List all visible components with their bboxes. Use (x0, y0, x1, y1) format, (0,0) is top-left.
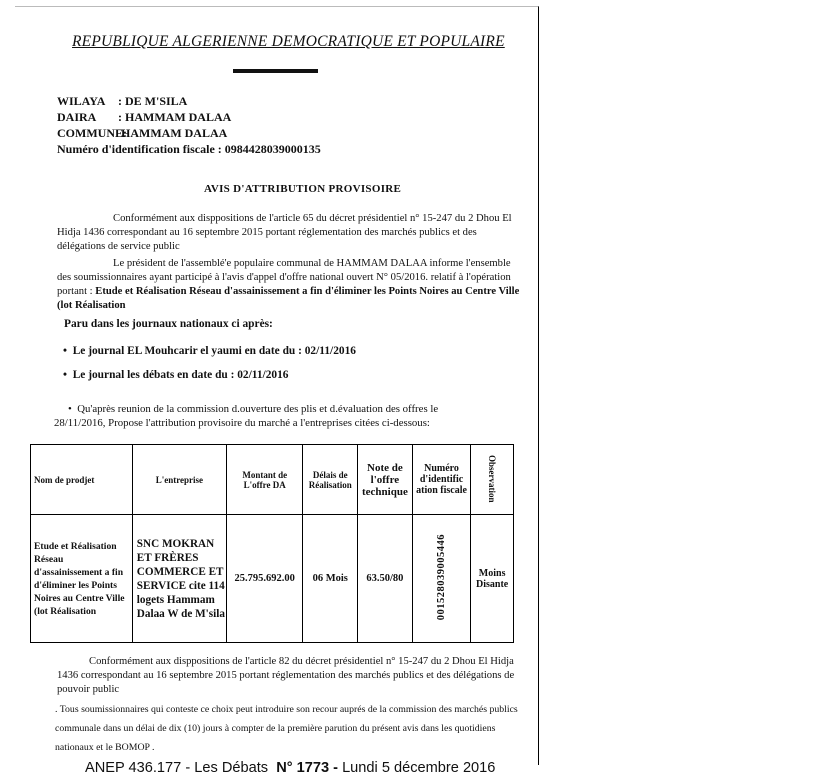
col-header-note: Note de l'offre technique (358, 445, 413, 515)
journal-item-2-text: Le journal les débats en date du : 02/11/2016 (72, 369, 289, 381)
table-row (31, 515, 514, 643)
operation-name: Etude et Réalisation Réseau d'assainissement a fin d'éliminer les Points Noires au Centre Ville (lot Réalisation (57, 286, 520, 311)
commune-label: COMMUNE: (57, 126, 127, 140)
daira-value: : HAMMAM DALAA (118, 110, 232, 124)
bullet-icon: • (68, 403, 78, 415)
bullet-icon: • (63, 369, 73, 381)
cell-entreprise: SNC MOKRAN ET FRÈRES COMMERCE ET SERVICE cite 114 logets Hammam Dalaa W de M'sila (132, 515, 226, 643)
cell-observation: Moins Disante (471, 515, 514, 643)
footer-number: N° 1773 - (276, 760, 338, 776)
footer-date: Lundi 5 décembre 2016 (342, 760, 496, 776)
wilaya-value: : DE M'SILA (118, 94, 188, 108)
publication-footer (85, 760, 495, 776)
bullet-icon: • (63, 345, 73, 357)
paragraph-commission (54, 402, 484, 430)
commune-line (57, 126, 227, 141)
journal-item-1-text: Le journal EL Mouhcarir el yaumi en date du : 02/11/2016 (72, 345, 356, 357)
col-header-montant: Montant de L'offre DA (226, 445, 302, 515)
col-header-nif: Numéro d'identific ation fiscale (412, 445, 470, 515)
cell-projet: Etude et Réalisation Réseau d'assainissement a fin d'éliminer les Points Noires au Centre Ville (lot Réalisation (31, 515, 133, 643)
daira-label: DAIRA (57, 110, 97, 124)
wilaya-label: WILAYA (57, 94, 106, 108)
nif-value: 001528039005446 (436, 534, 448, 621)
notice-title: AVIS D'ATTRIBUTION PROVISOIRE (204, 183, 402, 195)
footer-prefix: ANEP 436.177 - Les Débats (85, 760, 269, 776)
paragraph-president (57, 257, 527, 313)
daira-line (57, 110, 231, 125)
wilaya-line (57, 94, 187, 109)
paragraph-commission-text: Qu'après reunion de la commission d.ouverture des plis et d.évaluation des offres le 28/11/2016, Propose l'attribution provisoire du marché a l'entreprises citées ci-dessous: (54, 403, 439, 429)
cell-montant: 25.795.692.00 (226, 515, 302, 643)
col-header-delais: Délais de Réalisation (303, 445, 358, 515)
observation-label: Observation (487, 454, 498, 503)
heading-divider (233, 69, 318, 73)
cell-nif (412, 515, 470, 643)
cell-delais: 06 Mois (303, 515, 358, 643)
cell-note: 63.50/80 (358, 515, 413, 643)
republic-heading: REPUBLIQUE ALGERIENNE DEMOCRATIQUE ET POPULAIRE (72, 33, 505, 50)
journal-item-1 (63, 345, 356, 357)
paragraph-article-65: Conformément aux disppositions de l'article 65 du décret présidentiel n° 15-247 du 2 Dhou El Hidja 1436 correspondant au 16 septembre 2015 portant réglementation des marchés publics et des délégations de service public (57, 213, 512, 252)
paragraph-president-text: Le président de l'assemblé'e populaire communal de HAMMAM DALAA informe l'ensemble des soumissionnaires ayant participé à l'avis d'appel d'offre national ouvert N° 05/2016. relatif à l'opération portant : (57, 258, 511, 297)
col-header-projet: Nom de prodjet (31, 445, 133, 515)
table-header-row (31, 445, 514, 515)
paragraph-article-82: Conformément aux disppositions de l'article 82 du décret présidentiel n° 15-247 du 2 Dhou El Hidja 1436 correspondant au 16 septembre 2015 portant réglementation des marchés publics et des délégations de pouvoir public (57, 656, 515, 695)
col-header-entreprise: L'entreprise (132, 445, 226, 515)
col-header-observation (471, 445, 514, 515)
journal-item-2 (63, 369, 289, 381)
paragraph-recours: . Tous soumissionnaires qui conteste ce choix peut introduire son recour auprés de la commission des marchés publics communale dans un délai de dix (10) jours à compter de la première parution du présent avis dans les quotidiens nationaux et le BOMOP . (55, 704, 518, 753)
attribution-table (30, 444, 514, 643)
fiscal-id: Numéro d'identification fiscale : 0984428039000135 (57, 142, 321, 156)
commune-value: HAMMAM DALAA (121, 126, 228, 140)
journals-intro: Paru dans les journaux nationaux ci après: (64, 318, 273, 330)
